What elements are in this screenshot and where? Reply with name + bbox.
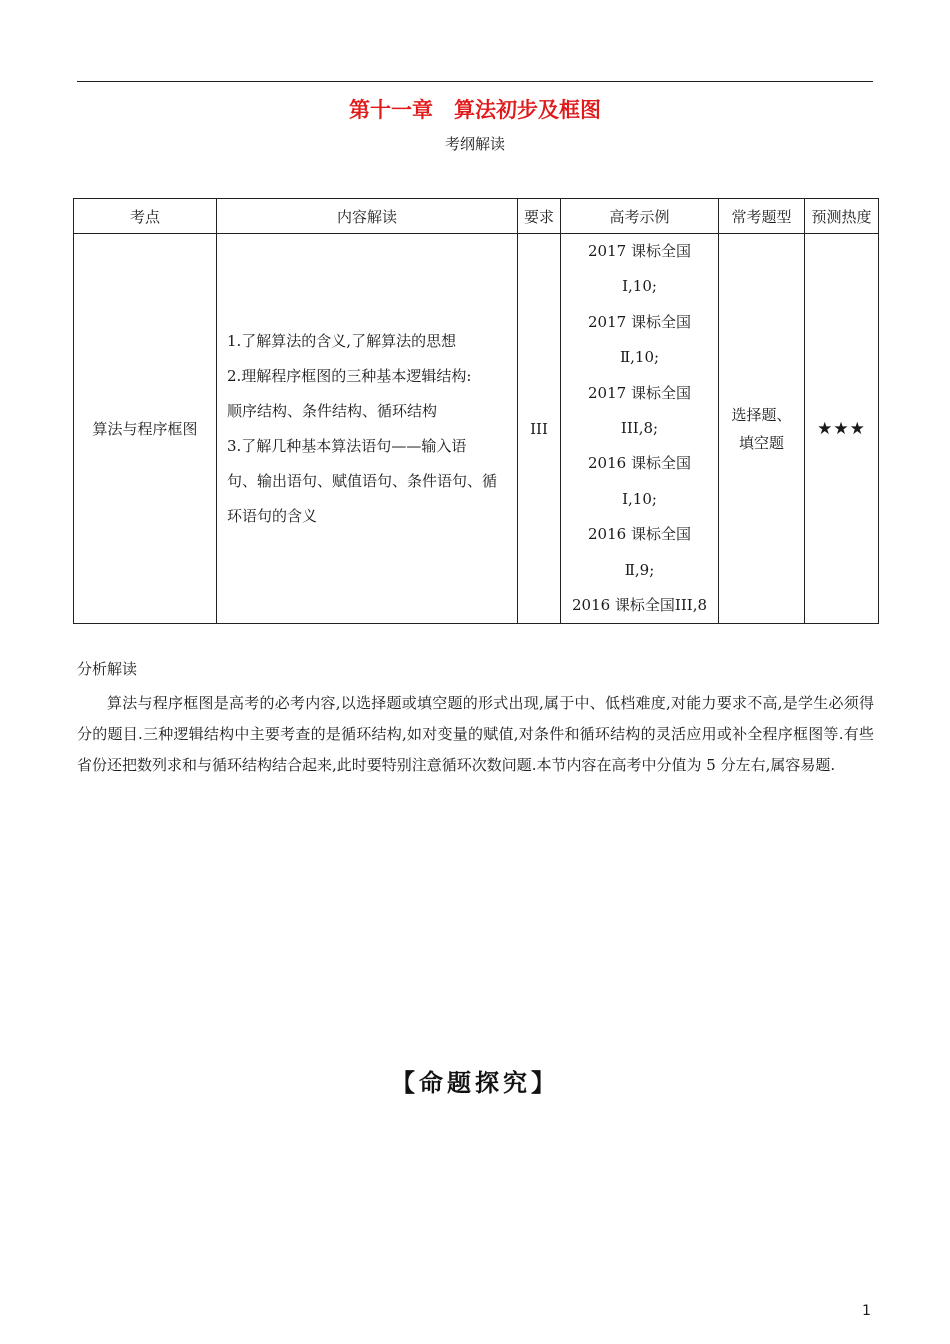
examples-cell (561, 234, 719, 624)
example-line: Ⅱ,9; (624, 560, 655, 579)
analysis-paragraph: 算法与程序框图是高考的必考内容,以选择题或填空题的形式出现,属于中、低档难度,对能力要求不高,是学生必须得分的题目.三种逻辑结构中主要考查的是循环结构,如对变量的赋值,对条件和循环结构的灵活应用或补全程序框图等.有些省份还把数列求和与循环结构结合起来,此时要特别注意循环次数问题.本节内容在高考中分值为 5 分左右,属容易题. (77, 694, 874, 774)
content-line: 句、输出语句、赋值语句、条件语句、循 (227, 471, 498, 490)
chapter-title: 第十一章 算法初步及框图 (349, 98, 601, 122)
header-examples: 高考示例 (561, 199, 719, 234)
example-line: Ⅱ,10; (619, 348, 660, 367)
content-line: 顺序结构、条件结构、循环结构 (227, 401, 438, 420)
requirement-cell: III (518, 234, 561, 624)
example-line: 2016 课标全国III,8 (571, 596, 708, 615)
question-type: 填空题 (738, 433, 784, 452)
question-types-cell (719, 234, 805, 624)
example-line: 2017 课标全国 (588, 312, 691, 331)
example-line: Ⅰ,10; (622, 489, 657, 508)
table-header-row (74, 199, 879, 234)
analysis-heading: 分析解读 (77, 660, 138, 678)
section-banner: 【命题探究】 (391, 1069, 559, 1097)
content-line: 3.了解几种基本算法语句——输入语 (227, 436, 467, 455)
heat-rating: ★★★ (805, 234, 879, 624)
table-row (74, 234, 879, 624)
header-requirement: 要求 (518, 199, 561, 234)
content-line: 1.了解算法的含义,了解算法的思想 (227, 331, 457, 350)
content-cell (217, 234, 518, 624)
example-line: 2017 课标全国 (588, 242, 691, 260)
header-rule (77, 81, 873, 82)
header-question-types: 常考题型 (719, 199, 805, 234)
page-number: 1 (862, 1303, 871, 1319)
content-line: 2.理解程序框图的三种基本逻辑结构: (227, 366, 472, 385)
example-line: III,8; (620, 419, 659, 438)
question-type: 选择题、 (731, 405, 792, 424)
topic-cell: 算法与程序框图 (74, 234, 217, 624)
example-line: Ⅰ,10; (622, 277, 657, 296)
example-line: 2017 课标全国 (588, 383, 691, 402)
example-line: 2016 课标全国 (588, 454, 691, 473)
example-line: 2016 课标全国 (588, 525, 691, 544)
syllabus-subtitle: 考纲解读 (444, 135, 505, 153)
syllabus-table (73, 198, 879, 624)
header-heat: 预测热度 (805, 199, 879, 234)
header-content: 内容解读 (217, 199, 518, 234)
content-line: 环语句的含义 (227, 506, 318, 525)
header-topic: 考点 (74, 199, 217, 234)
